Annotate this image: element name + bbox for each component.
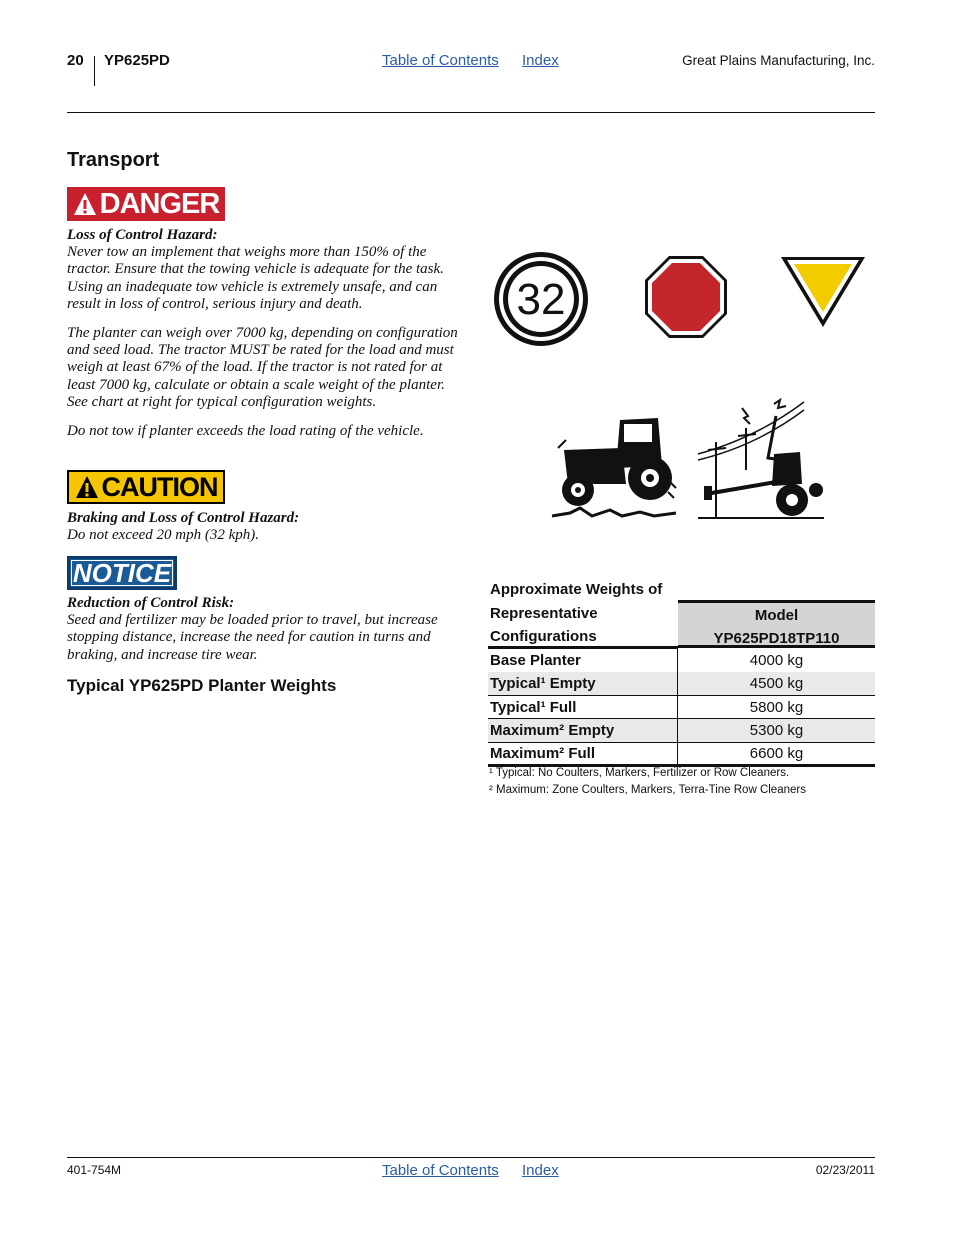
notice-label-text: NOTICE (72, 557, 172, 588)
footer-toc-link[interactable]: Table of Contents (382, 1162, 499, 1179)
table-header-model-number: YP625PD18TP110 (713, 630, 840, 647)
table-row-value: 6600 kg (749, 745, 804, 762)
danger-label-text: DANGER (99, 187, 220, 220)
yield-sign-icon (780, 256, 866, 328)
caution-text: Do not exceed 20 mph (32 kph). (67, 527, 260, 544)
table-footnote-2: ² Maximum: Zone Coulters, Markers, Terra-Tine Row Cleaners (489, 784, 806, 796)
table-row-label: Typical¹ Empty (488, 672, 678, 695)
header-index-link[interactable]: Index (522, 52, 559, 69)
table-column-header (678, 600, 875, 648)
stop-sign-icon (644, 255, 728, 339)
footer-index-link[interactable]: Index (522, 1162, 559, 1179)
caution-label-text: CAUTION (101, 471, 218, 502)
header-divider (94, 56, 95, 86)
power-line-hazard-icon (696, 398, 828, 522)
warning-triangle-icon (73, 192, 97, 216)
table-caption: Approximate Weights of Representative Configurations (490, 581, 663, 645)
danger-lead: Loss of Control Hazard: (67, 227, 218, 243)
table-row (488, 696, 875, 720)
table-row (488, 742, 875, 766)
footer-doc-number: 401-754M (67, 1163, 122, 1177)
caution-message (67, 510, 459, 556)
notice-text: Seed and fertilizer may be loaded prior to travel, but increase stopping distance, increase the need for caution in turns and braking, and increase tire wear. (67, 612, 438, 663)
header-model: YP625PD (104, 52, 170, 69)
table-row (488, 649, 875, 673)
section-title: Transport (67, 149, 160, 171)
table-footnote-1: ¹ Typical: No Coulters, Markers, Fertilizer or Row Cleaners. (489, 767, 790, 779)
tractor-rough-terrain-icon (550, 412, 680, 520)
warning-triangle-icon (75, 475, 99, 499)
table-row-value: 5800 kg (749, 698, 804, 716)
page-number: 20 (67, 52, 84, 69)
table-row-value: 4000 kg (749, 652, 804, 669)
notice-label (67, 556, 177, 590)
caution-label (67, 470, 225, 504)
danger-message (67, 227, 459, 452)
caution-lead: Braking and Loss of Control Hazard: (67, 510, 300, 526)
danger-paragraph-3: Do not tow if planter exceeds the load rating of the vehicle. (67, 423, 424, 440)
notice-lead: Reduction of Control Risk: (67, 595, 235, 611)
speed-limit-value: 32 (516, 275, 566, 324)
danger-label (67, 187, 225, 221)
speed-limit-sign-icon (492, 250, 590, 348)
notice-message (67, 595, 459, 676)
table-row-value: 4500 kg (678, 672, 875, 695)
header-company: Great Plains Manufacturing, Inc. (682, 53, 875, 68)
table-row (488, 719, 875, 743)
danger-paragraph-2: The planter can weigh over 7000 kg, depending on configuration and seed load. The tractor MUST be rated for the load and must weigh at least 67% of the load. If the tractor is not rated for at least 7000 kg, calculate or obtain a scale weight of the planter. See chart at right for typical configuration weights. (67, 325, 458, 410)
weights-heading: Typical YP625PD Planter Weights (67, 676, 337, 695)
header-toc-link[interactable]: Table of Contents (382, 52, 499, 69)
danger-paragraph-1: Never tow an implement that weighs more than 150% of the tractor. Ensure that the towing vehicle is adequate for the task. Using an inadequate tow vehicle is extremely unsafe, and can result in loss of control, serious injury and death. (67, 244, 444, 312)
table-header-model: Model (754, 607, 799, 624)
footer-rule (67, 1157, 875, 1158)
table-row-label: Typical¹ Full (488, 696, 678, 719)
footer-date: 02/23/2011 (815, 1163, 875, 1177)
header-rule (67, 112, 875, 113)
table-row (488, 672, 875, 696)
table-row-label: Maximum² Full (488, 742, 678, 766)
table-row-label: Maximum² Empty (488, 719, 678, 742)
table-row-label: Base Planter (488, 649, 678, 672)
table-row-value: 5300 kg (678, 719, 875, 742)
